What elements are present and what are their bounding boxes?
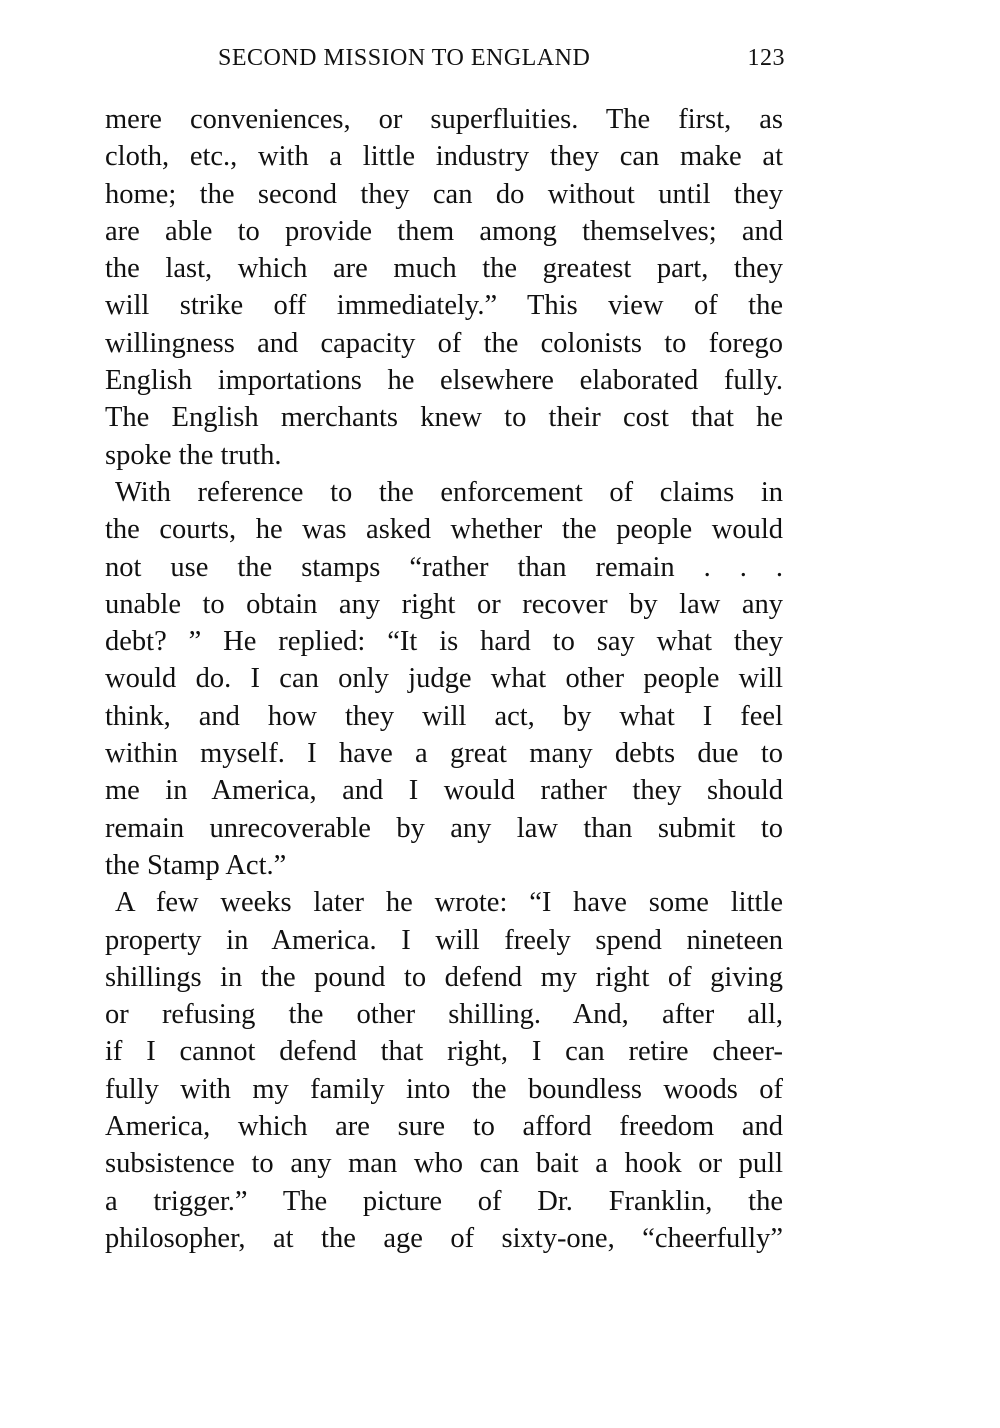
text-line: remain unrecoverable by any law than submit to [105, 812, 783, 844]
text-line: the courts, he was asked whether the people would [105, 514, 783, 546]
text-line: mere conveniences, or superfluities. The first, as [105, 104, 783, 135]
text-line: willingness and capacity of the colonists to forego [105, 327, 783, 359]
text-line: property in America. I will freely spend nineteen [105, 924, 783, 956]
text-line: not use the stamps “rather than remain . . . [105, 551, 783, 583]
text-line: fully with my family into the boundless woods of [105, 1073, 783, 1105]
text-line: subsistence to any man who can bait a hook or pull [105, 1148, 783, 1180]
page-body-text [105, 101, 783, 1257]
text-line: think, and how they will act, by what I feel [105, 700, 783, 732]
text-line: debt? ” He replied: “It is hard to say what they [105, 626, 783, 658]
text-line: shillings in the pound to defend my right of giving [105, 961, 783, 993]
text-line: a trigger.” The picture of Dr. Franklin, the [105, 1185, 783, 1217]
text-line: home; the second they can do without until they [105, 178, 783, 210]
text-line: are able to provide them among themselves; and [105, 215, 783, 247]
text-line: A few weeks later he wrote: “I have some little [115, 887, 783, 919]
text-line: the last, which are much the greatest part, they [105, 253, 783, 285]
text-line: The English merchants knew to their cost that he [105, 402, 783, 434]
text-line: will strike off immediately.” This view of the [105, 290, 783, 322]
text-line: philosopher, at the age of sixty-one, “cheerfully” [105, 1222, 783, 1254]
text-line: America, which are sure to afford freedom and [105, 1111, 783, 1143]
text-line: me in America, and I would rather they should [105, 775, 783, 807]
text-line: unable to obtain any right or recover by law any [105, 588, 783, 620]
text-line: English importations he elsewhere elaborated fully. [105, 365, 783, 397]
text-line: the Stamp Act.” [105, 849, 287, 881]
text-line: if I cannot defend that right, I can retire cheer- [105, 1036, 783, 1068]
text-line: or refusing the other shilling. And, after all, [105, 999, 783, 1031]
page-number: 123 [747, 45, 785, 71]
text-line: With reference to the enforcement of claims in [115, 476, 783, 508]
text-line: cloth, etc., with a little industry they can make at [105, 141, 783, 173]
text-line: within myself. I have a great many debts due to [105, 738, 783, 770]
text-line: spoke the truth. [105, 439, 282, 471]
running-title: SECOND MISSION TO ENGLAND [218, 45, 591, 71]
text-line: would do. I can only judge what other people will [105, 663, 783, 695]
page-header [105, 45, 785, 79]
